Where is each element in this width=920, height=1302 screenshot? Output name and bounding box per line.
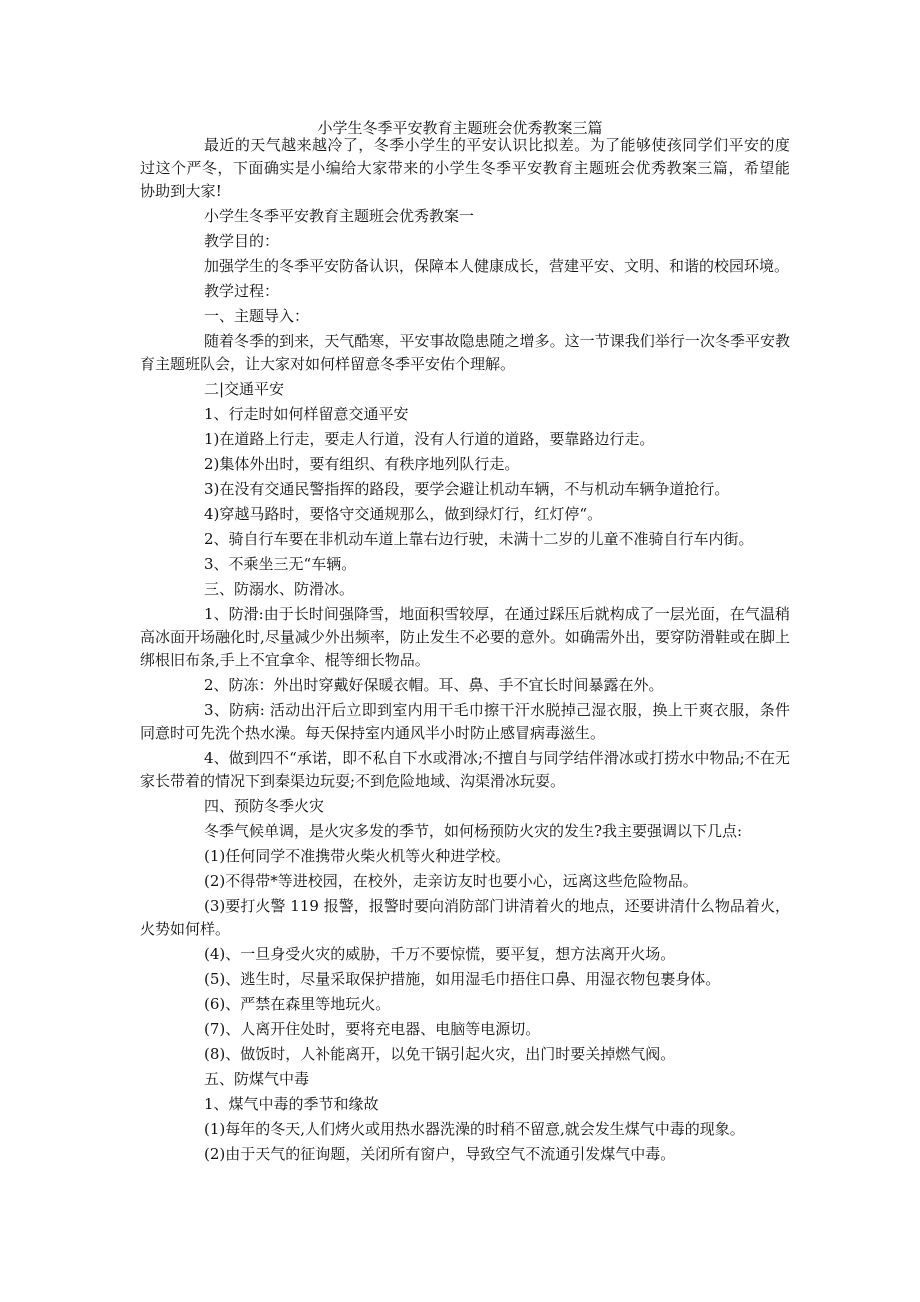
paragraph: (6)、严禁在森里等地玩火。 bbox=[204, 995, 391, 1013]
paragraph: 小学生冬季平安教育主题班会优秀教案一 bbox=[204, 207, 475, 225]
paragraph: 3、不乘坐三无“车辆。 bbox=[204, 555, 357, 573]
paragraph: 3、防病: 活动出汗后立即到室内用干毛巾擦干汗水脱掉己湿衣服，换上干爽衣服，条件同意时可先洗个热水澡。每天保持室内通风半小时防止感冒病毒滋生。 bbox=[140, 701, 790, 742]
document-title: 小学生冬季平安教育主题班会优秀教案三篇 bbox=[317, 119, 603, 137]
paragraph: (7)、人离开住处时，要将充电器、电脑等电源切。 bbox=[204, 1020, 541, 1038]
paragraph: (5)、逃生时，尽量采取保护措施，如用湿毛巾捂住口鼻、用湿衣物包裹身体。 bbox=[204, 970, 721, 988]
paragraph: (2)由于天气的征询题，关闭所有窗户，导致空气不流通引发煤气中毒。 bbox=[204, 1145, 676, 1163]
paragraph: (1)任何同学不准携带火柴火机等火种进学校。 bbox=[204, 847, 511, 865]
paragraph: 1、煤气中毒的季节和缘故 bbox=[204, 1095, 379, 1113]
paragraph: 2、防冻：外出时穿戴好保暖衣帽。耳、鼻、手不宜长时间暴露在外。 bbox=[204, 676, 664, 694]
paragraph: 五、防煤气中毒 bbox=[204, 1070, 310, 1088]
paragraph: 三、防溺水、防滑冰。 bbox=[204, 580, 355, 598]
paragraph: 冬季气候单调，是火灾多发的季节，如何杨预防火灾的发生?我主要强调以下几点: bbox=[204, 822, 743, 840]
paragraph: 随着冬季的到来，天气酷寒，平安事故隐患随之增多。这一节课我们举行一次冬季平安教育主题班队会，让大家对如何样留意冬季平安佑个理解。 bbox=[140, 332, 790, 373]
paragraph: 1、防滑:由于长时间强降雪，地面积雪较厚，在通过踩压后就构成了一层光面，在气温稍高冰面开场融化时,尽量减少外出频率，防止发生不必要的意外。如确需外出，要穿防滑鞋或在脚上绑根旧布条,手上不宜拿伞、棍等细长物品。 bbox=[140, 605, 790, 669]
paragraph: 4)穿越马路时，要恪守交通规那么，做到绿灯行，红灯停“。 bbox=[204, 505, 603, 523]
document-body bbox=[140, 134, 790, 1166]
paragraph: (1)每年的冬天,人们烤火或用热水器洗澡的时稍不留意,就会发生煤气中毒的现象。 bbox=[204, 1120, 745, 1138]
paragraph: 2)集体外出时，要有组织、有秩序地列队行走。 bbox=[204, 455, 520, 473]
paragraph: 四、预防冬季火灾 bbox=[204, 797, 325, 815]
paragraph: 1、行走时如何样留意交通平安 bbox=[204, 405, 409, 423]
paragraph: 4、做到四不“承诺，即不私自下水或滑冰;不擅自与同学结伴滑冰或打捞水中物品;不在无家长带着的情况下到秦渠边玩耍;不到危险地域、沟渠滑冰玩耍。 bbox=[140, 749, 790, 790]
paragraph: 1)在道路上行走，要走人行道，没有人行道的道路，要靠路边行走。 bbox=[204, 430, 655, 448]
paragraph: (2)不得带*等进校园，在校外，走亲访友时也要小心，远离这些危险物品。 bbox=[204, 872, 698, 890]
paragraph: 2、骑自行车要在非机动车道上靠右边行驶，未满十二岁的儿童不准骑自行车内街。 bbox=[204, 530, 754, 548]
paragraph: 3)在没有交通民警指挥的路段，要学会避让机动车辆，不与机动车辆争道抢行。 bbox=[204, 480, 730, 498]
paragraph: (8)、做饭时，人补能离开，以免干锅引起火灾，出门时要关掉燃气阀。 bbox=[204, 1045, 676, 1063]
paragraph: (4)、一旦身受火灾的威胁，千万不要惊慌，要平复，想方法离开火场。 bbox=[204, 945, 676, 963]
paragraph: 一、主题导入： bbox=[204, 307, 310, 325]
paragraph: 二|交通平安 bbox=[204, 380, 285, 398]
paragraph: 最近的天气越来越冷了，冬季小学生的平安认识比拟差。为了能够使孩同学们平安的度过这个严冬，下面确实是小编给大家带来的小学生冬季平安教育主题班会优秀教案三篇，希望能协助到大家! bbox=[140, 136, 790, 200]
paragraph: 教学目的： bbox=[204, 232, 280, 250]
paragraph: 加强学生的冬季平安防备认识，保障本人健康成长，营建平安、文明、和谐的校园环境。 bbox=[204, 257, 790, 275]
paragraph: 教学过程： bbox=[204, 282, 280, 300]
paragraph: (3)要打火警 119 报警，报警时要向消防部门讲清着火的地点，还要讲清什么物品着火，火势如何样。 bbox=[140, 897, 790, 938]
